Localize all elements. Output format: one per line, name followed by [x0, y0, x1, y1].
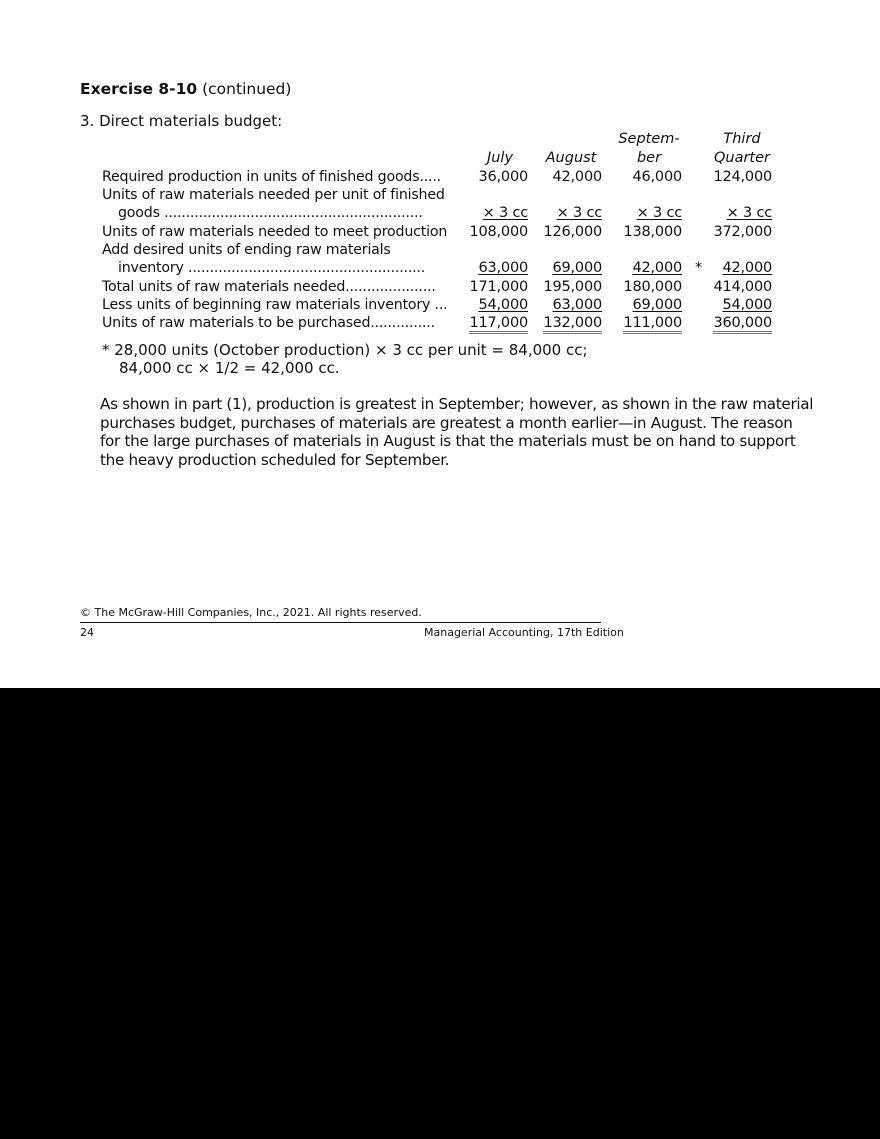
cell-purchased-july: 117,000 [469, 315, 528, 334]
row-label-total-needed: Total units of raw materials needed..................... [102, 279, 436, 295]
footnote-marker: * [694, 260, 702, 276]
cell-needed-quarter: 372,000 [713, 224, 772, 240]
col-header-september-line2: ber [636, 150, 662, 166]
cell-required-july: 36,000 [478, 169, 528, 185]
col-header-september-line1: Septem- [618, 131, 680, 147]
col-header-july: July [486, 150, 514, 166]
row-label-ending-inventory-cont: inventory ....................................................... [118, 260, 426, 276]
book-title: Managerial Accounting, 17th Edition [424, 626, 624, 639]
cell-beginning-quarter: 54,000 [722, 297, 772, 313]
cell-purchased-september: 111,000 [623, 315, 682, 334]
cell-ending-august: 69,000 [552, 260, 602, 276]
col-header-august: August [545, 150, 597, 166]
cell-purchased-quarter: 360,000 [713, 315, 772, 334]
exercise-title: Exercise 8-10 (continued) [80, 80, 292, 98]
cell-per-unit-quarter: × 3 cc [726, 205, 772, 221]
cell-total-august: 195,000 [543, 279, 602, 295]
cell-required-september: 46,000 [632, 169, 682, 185]
cell-needed-september: 138,000 [623, 224, 682, 240]
row-label-units-per-unit-cont: goods ............................................................ [118, 205, 423, 221]
cell-ending-september: 42,000 [632, 260, 682, 276]
part-heading: 3. Direct materials budget: [80, 112, 283, 130]
cell-ending-july: 63,000 [478, 260, 528, 276]
row-label-ending-inventory: Add desired units of ending raw materials [102, 242, 391, 258]
cell-per-unit-september: × 3 cc [636, 205, 682, 221]
cell-needed-august: 126,000 [543, 224, 602, 240]
cell-beginning-september: 69,000 [632, 297, 682, 313]
row-label-required-production: Required production in units of finished goods..... [102, 169, 441, 185]
cell-purchased-august: 132,000 [543, 315, 602, 334]
cell-total-september: 180,000 [623, 279, 682, 295]
row-label-beginning-inventory: Less units of beginning raw materials inventory ... [102, 297, 448, 313]
cell-required-quarter: 124,000 [713, 169, 772, 185]
cell-total-quarter: 414,000 [713, 279, 772, 295]
cell-beginning-july: 54,000 [478, 297, 528, 313]
cell-required-august: 42,000 [552, 169, 602, 185]
page-number: 24 [80, 626, 94, 639]
cell-needed-july: 108,000 [469, 224, 528, 240]
copyright-notice: © The McGraw-Hill Companies, Inc., 2021. All rights reserved. [80, 606, 422, 619]
footnote-line2: 84,000 cc × 1/2 = 42,000 cc. [119, 359, 340, 377]
col-header-quarter-line2: Quarter [713, 150, 771, 166]
cell-total-july: 171,000 [469, 279, 528, 295]
cell-beginning-august: 63,000 [552, 297, 602, 313]
cell-ending-quarter: 42,000 [722, 260, 772, 276]
footnote-line1: * 28,000 units (October production) × 3 cc per unit = 84,000 cc; [102, 341, 588, 359]
row-label-units-per-unit: Units of raw materials needed per unit of finished [102, 187, 445, 203]
cell-per-unit-august: × 3 cc [556, 205, 602, 221]
explanation-paragraph: As shown in part (1), production is greatest in September; however, as shown in the raw material purchases budget, purchases of materials are greatest a month earlier—in August. The reason for the large purchases of materials in August is that the materials must be on hand to support the heavy production scheduled for September. [100, 395, 814, 469]
row-label-to-be-purchased: Units of raw materials to be purchased............... [102, 315, 435, 331]
row-label-units-needed: Units of raw materials needed to meet production [102, 224, 448, 240]
footer-rule [80, 622, 601, 623]
cell-per-unit-july: × 3 cc [482, 205, 528, 221]
col-header-quarter-line1: Third [723, 131, 761, 147]
